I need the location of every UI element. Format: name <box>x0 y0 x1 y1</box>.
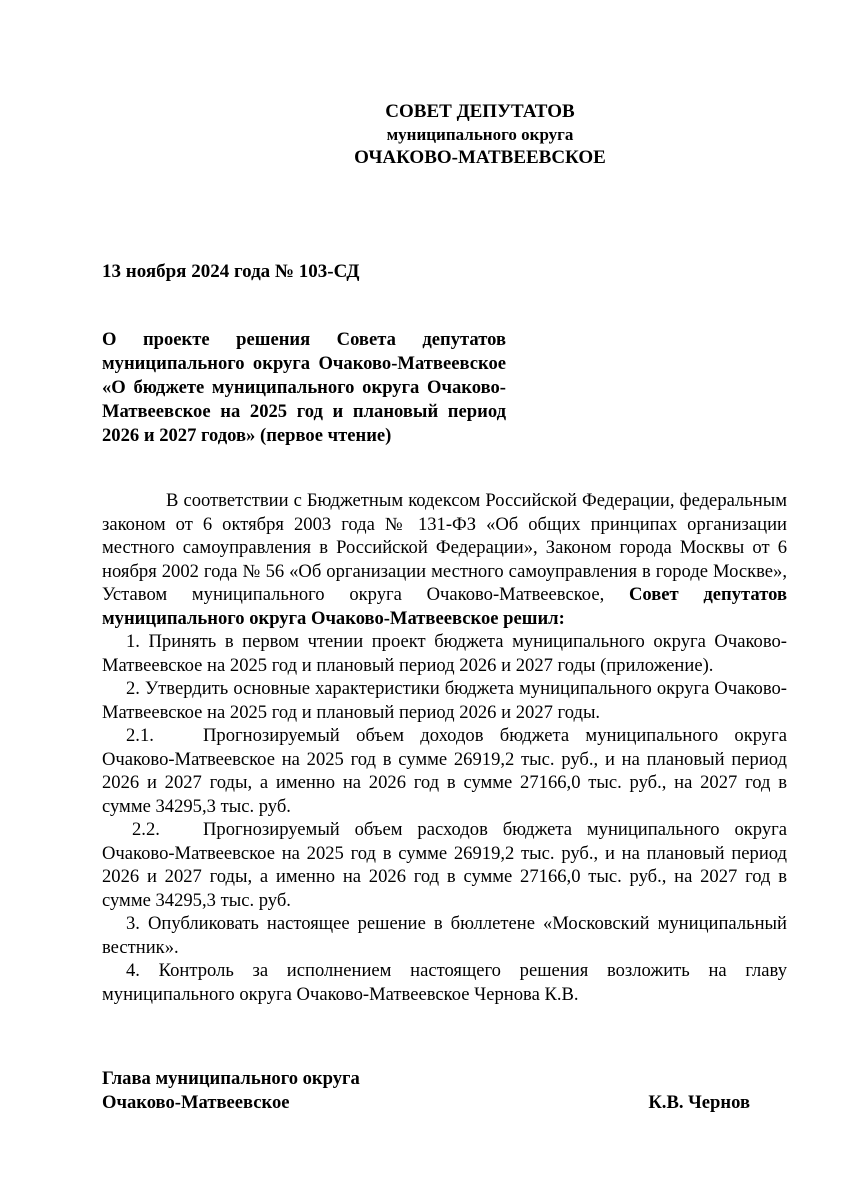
signatory-name: К.В. Чернов <box>648 1092 750 1113</box>
item-1: 1. Принять в первом чтении проект бюджета муниципального округа Очаково-Матвеевское на 2025 год и плановый период 2026 и 2027 годы (приложение). <box>102 631 787 676</box>
signature-block <box>102 1067 750 1115</box>
item-3: 3. Опубликовать настоящее решение в бюллетене «Московский муниципальный вестник». <box>102 913 787 958</box>
item-2-1 <box>102 724 787 818</box>
council-subtitle: муниципального округа <box>386 125 574 144</box>
decision-statement: Совет депутатов муниципального округа Очаково-Матвеевское решил: <box>102 584 787 629</box>
signature-row <box>102 1091 750 1115</box>
item-2-2-number: 2.2. <box>132 819 160 840</box>
item-2: 2. Утвердить основные характеристики бюджета муниципального округа Очаково-Матвеевское на 2025 год и плановый период 2026 и 2027 годы. <box>102 678 787 723</box>
item-2-1-text: Прогнозируемый объем доходов бюджета муниципального округа Очаково-Матвеевское на 2025 год в сумме 26919,2 тыс. руб., и на плановый период 2026 и 2027 годы, а именно на 2026 год в сумме 27166,0 тыс. руб., на 2027 год в сумме 34295,3 тыс. руб. <box>102 725 787 817</box>
date-and-number: 13 ноября 2024 года № 103-СД <box>102 261 360 282</box>
item-2-1-number: 2.1. <box>126 725 154 746</box>
preamble-text: В соответствии с Бюджетным кодексом Российской Федерации, федеральным законом от 6 октября 2003 года № 131-ФЗ «Об общих принципах организации местного самоуправления в Российской Федерации», Законом города Москвы от 6 ноября 2002 года № 56 «Об организации местного самоуправления в городе Москве», Уставом муниципального округа Очаково-Матвеевское, <box>102 490 787 605</box>
resolution-body <box>102 489 787 1006</box>
signatory-title-line2: Очаково-Матвеевское <box>102 1092 290 1113</box>
item-2-2 <box>102 818 787 912</box>
resolution-subject: О проекте решения Совета депутатов муниципального округа Очаково-Матвеевское «О бюджете муниципального округа Очаково-Матвеевское на 2025 год и плановый период 2026 и 2027 годов» (первое чтение) <box>102 329 506 446</box>
document-header <box>300 100 660 169</box>
item-4: 4. Контроль за исполнением настоящего решения возложить на главу муниципального округа Очаково-Матвеевское Чернова К.В. <box>102 960 787 1005</box>
council-title: СОВЕТ ДЕПУТАТОВ <box>385 101 575 122</box>
district-name: ОЧАКОВО-МАТВЕЕВСКОЕ <box>354 147 606 168</box>
signatory-title-line1: Глава муниципального округа <box>102 1068 360 1089</box>
item-2-2-text: Прогнозируемый объем расходов бюджета муниципального округа Очаково-Матвеевское на 2025 год в сумме 26919,2 тыс. руб., и на плановый период 2026 и 2027 годы, а именно на 2026 год в сумме 27166,0 тыс. руб., на 2027 год в сумме 34295,3 тыс. руб. <box>102 819 787 911</box>
preamble-paragraph <box>102 489 787 630</box>
